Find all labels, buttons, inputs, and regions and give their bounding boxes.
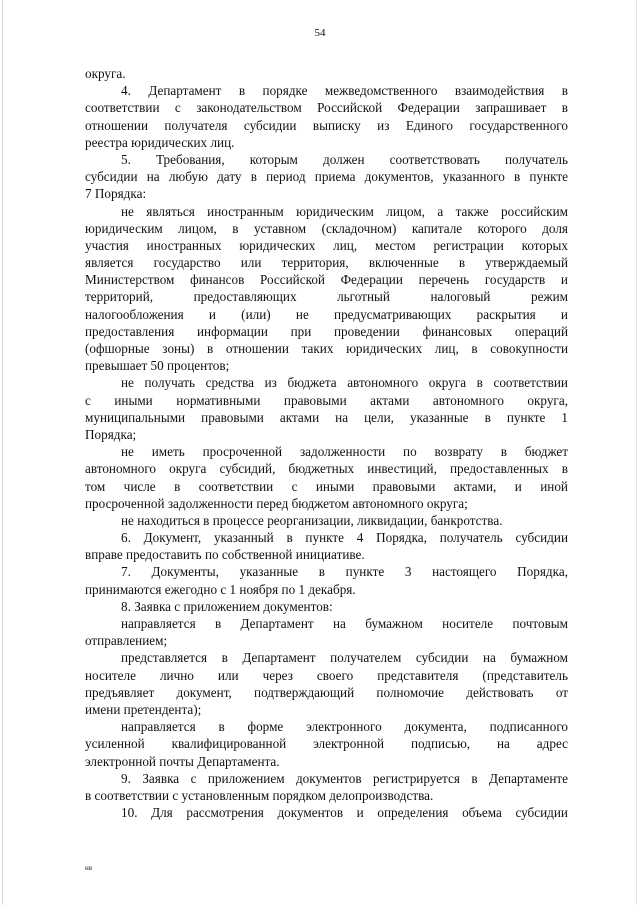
text-line: налогообложения и (или) не предусматривающих раскрытия и: [85, 306, 568, 322]
text-line: вправе предоставить по собственной инициативе.: [85, 547, 365, 563]
text-line: предъявляет документ, подтверждающий полномочие действовать от: [85, 684, 568, 700]
text-line: принимаются ежегодно с 1 ноября по 1 декабря.: [85, 581, 356, 597]
text-line: отношении получателя субсидии выписку из Единого государственного: [85, 117, 568, 133]
text-line: реестра юридических лиц.: [85, 134, 235, 150]
text-line: том числе в соответствии с иными правовыми актами, и иной: [85, 478, 568, 494]
text-line: 6. Документ, указанный в пункте 4 Порядка, получатель субсидии: [121, 530, 568, 546]
text-line: имени претендента);: [85, 701, 202, 717]
text-line: округа.: [85, 66, 126, 81]
text-line: является государство или территория, включенные в утверждаемый: [85, 255, 568, 271]
footer-mark: нв: [85, 864, 93, 872]
text-line: 9. Заявка с приложением документов регистрируется в Департаменте: [121, 770, 568, 786]
text-line: представляется в Департамент получателем субсидии на бумажном: [121, 650, 568, 666]
page-number: 54: [314, 27, 326, 39]
text-line: автономного округа субсидий, бюджетных инвестиций, предоставленных в: [85, 461, 568, 477]
text-line: превышает 50 процентов;: [85, 358, 230, 374]
text-line: (офшорные зоны) в отношении таких юридических лиц, в совокупности: [85, 341, 568, 356]
text-line: носителе лично или через своего представителя (представитель: [85, 667, 568, 683]
text-line: направляется в Департамент на бумажном носителе почтовым: [121, 616, 568, 631]
scan-edge-left: [2, 0, 3, 905]
text-line: участия иностранных юридических лиц, местом регистрации которых: [85, 237, 568, 253]
text-line: просроченной задолженности перед бюджетом автономного округа;: [85, 495, 468, 511]
text-line: предоставления информации при проведении финансовых операций: [85, 323, 568, 339]
text-line: не иметь просроченной задолженности по возврату в бюджет: [121, 444, 568, 460]
text-line: юридическим лицом, в уставном (складочном) капитале которого доля: [85, 220, 568, 236]
text-line: 5. Требования, которым должен соответствовать получатель: [121, 151, 568, 167]
text-line: соответствии с законодательством Российской Федерации запрашивает в: [85, 100, 568, 116]
text-line: в соответствии с установленным порядком делопроизводства.: [85, 787, 434, 803]
text-line: с иными нормативными правовыми актами автономного округа,: [85, 392, 568, 408]
text-line: 8. Заявка с приложением документов:: [121, 598, 333, 614]
text-line: направляется в форме электронного документа, подписанного: [121, 719, 568, 735]
text-line: территорий, предоставляющих льготный налоговый режим: [85, 289, 568, 305]
text-line: не находиться в процессе реорганизации, ликвидации, банкротства.: [121, 512, 503, 528]
text-line: 7 Порядка:: [85, 186, 147, 202]
text-line: 4. Департамент в порядке межведомственного взаимодействия в: [121, 83, 568, 99]
text-line: 7. Документы, указанные в пункте 3 настоящего Порядка,: [121, 564, 568, 580]
text-line: не получать средства из бюджета автономного округа в соответствии: [121, 375, 568, 391]
document-body: [85, 65, 568, 821]
scan-edge-right: [636, 0, 637, 905]
text-line: субсидии на любую дату в период приема документов, указанного в пункте: [85, 169, 568, 185]
text-line: Порядка;: [85, 426, 137, 442]
text-line: отправлением;: [85, 633, 168, 649]
text-line: муниципальными правовыми актами на цели, указанные в пункте 1: [85, 409, 568, 425]
text-line: усиленной квалифицированной электронной подписью, на адрес: [85, 736, 568, 752]
text-line: не являться иностранным юридическим лицом, а также российским: [121, 203, 568, 219]
text-line: 10. Для рассмотрения документов и определения объема субсидии: [121, 805, 568, 821]
text-line: Министерством финансов Российской Федерации перечень государств и: [85, 272, 568, 288]
text-line: электронной почты Департамента.: [85, 753, 280, 769]
